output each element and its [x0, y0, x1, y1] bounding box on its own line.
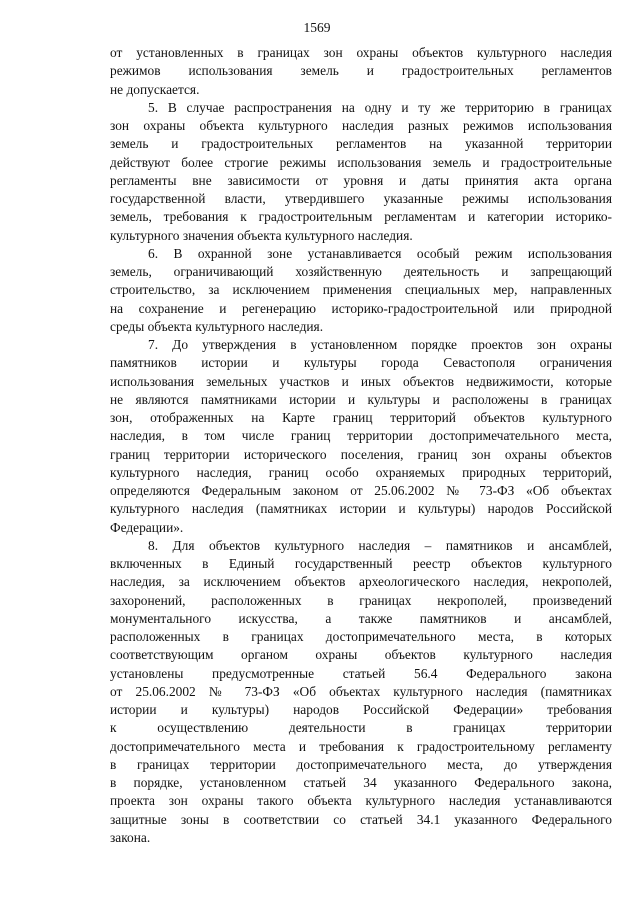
- text-line: захоронений, расположенных в границах некрополей, произведений: [110, 592, 612, 608]
- text-line: Федерации».: [110, 519, 184, 535]
- text-line: в порядке, установленном статьей 34 указанного Федерального закона,: [110, 775, 612, 790]
- text-line: наследия, за исключением объектов археологического наследия, некрополей,: [110, 574, 612, 590]
- paragraph-5: [110, 99, 612, 245]
- text-line: расположенных в границах достопримечательного места, в которых: [110, 629, 612, 644]
- text-line: памятников истории и культуры города Севастополя ограничения: [110, 355, 612, 371]
- text-line: 8. Для объектов культурного наследия – памятников и ансамблей,: [148, 537, 612, 553]
- text-line: среды объекта культурного наследия.: [110, 318, 324, 334]
- text-line: использования земельных участков и иных объектов недвижимости, которые: [110, 373, 612, 389]
- text-line: закона.: [110, 829, 151, 845]
- text-line: земель и градостроительных регламентов на указанной территории: [110, 136, 612, 152]
- paragraph-7: [110, 336, 612, 537]
- text-line: регламенты вне зависимости от уровня и даты принятия акта органа: [110, 172, 612, 188]
- text-line: не допускается.: [110, 81, 200, 97]
- text-line: культурного наследия (памятниках истории и культуры) народов Российской: [110, 501, 612, 517]
- text-line: достопримечательного места и требования к градостроительному регламенту: [110, 738, 612, 754]
- text-line: защитные зоны в соответствии со статьей 34.1 указанного Федерального: [110, 811, 612, 827]
- text-line: проекта зон охраны такого объекта культурного наследия устанавливаются: [110, 793, 612, 809]
- text-line: культурного значения объекта культурного наследия.: [110, 227, 413, 243]
- text-line: строительство, за исключением применения специальных мер, направленных: [110, 282, 612, 298]
- text-line: истории и культуры) народов Российской Федерации» требования: [110, 702, 612, 717]
- text-line: к осуществлению деятельности в границах территории: [110, 720, 612, 736]
- text-line: зон охраны объекта культурного наследия разных режимов использования: [110, 118, 612, 133]
- text-line: в границах территории достопримечательного места, до утверждения: [110, 756, 612, 772]
- text-line: соответствующим органом охраны объектов культурного наследия: [110, 647, 612, 663]
- text-line: 6. В охранной зоне устанавливается особый режим использования: [148, 245, 612, 261]
- page-number: 1569: [303, 20, 331, 35]
- text-line: на сохранение и регенерацию историко-градостроительной или природной: [110, 300, 612, 316]
- text-line: режимов использования земель и градостроительных регламентов: [110, 63, 612, 79]
- paragraph-continuation: [110, 44, 612, 99]
- paragraph-6: [110, 245, 612, 336]
- text-line: границ территории исторического поселения, границ зон охраны объектов: [110, 446, 612, 462]
- text-line: зон, отображенных на Карте границ территорий объектов культурного: [110, 410, 612, 425]
- text-line: земель, ограничивающий хозяйственную деятельность и запрещающий: [110, 264, 612, 279]
- text-line: не являются памятниками истории и культуры и расположены в границах: [110, 391, 612, 407]
- text-line: земель, требования к градостроительным регламентам и категории историко-: [110, 209, 612, 225]
- text-line: включенных в Единый государственный реестр объектов культурного: [110, 556, 612, 571]
- text-line: культурного наследия, границ особо охраняемых природных территорий,: [110, 464, 612, 480]
- text-line: от установленных в границах зон охраны объектов культурного наследия: [110, 45, 612, 60]
- text-line: определяются Федеральным законом от 25.06.2002 № 73-ФЗ «Об объектах: [110, 483, 612, 498]
- text-line: государственной власти, утвердившего указанные режимы использования: [110, 191, 612, 206]
- paragraph-8: [110, 537, 612, 847]
- text-line: наследия, в том числе границ территории достопримечательного места,: [110, 428, 612, 444]
- document-body: [110, 44, 612, 847]
- text-line: 7. До утверждения в установленном порядке проектов зон охраны: [148, 337, 612, 352]
- text-line: монументального искусства, а также памятников и ансамблей,: [110, 610, 612, 626]
- text-line: от 25.06.2002 № 73-ФЗ «Об объектах культурного наследия (памятниках: [110, 683, 612, 699]
- text-line: 5. В случае распространения на одну и ту же территорию в границах: [148, 99, 612, 115]
- text-line: установлены предусмотренные статьей 56.4 Федерального закона: [110, 665, 612, 681]
- text-line: действуют более строгие режимы использования земель и градостроительные: [110, 154, 612, 170]
